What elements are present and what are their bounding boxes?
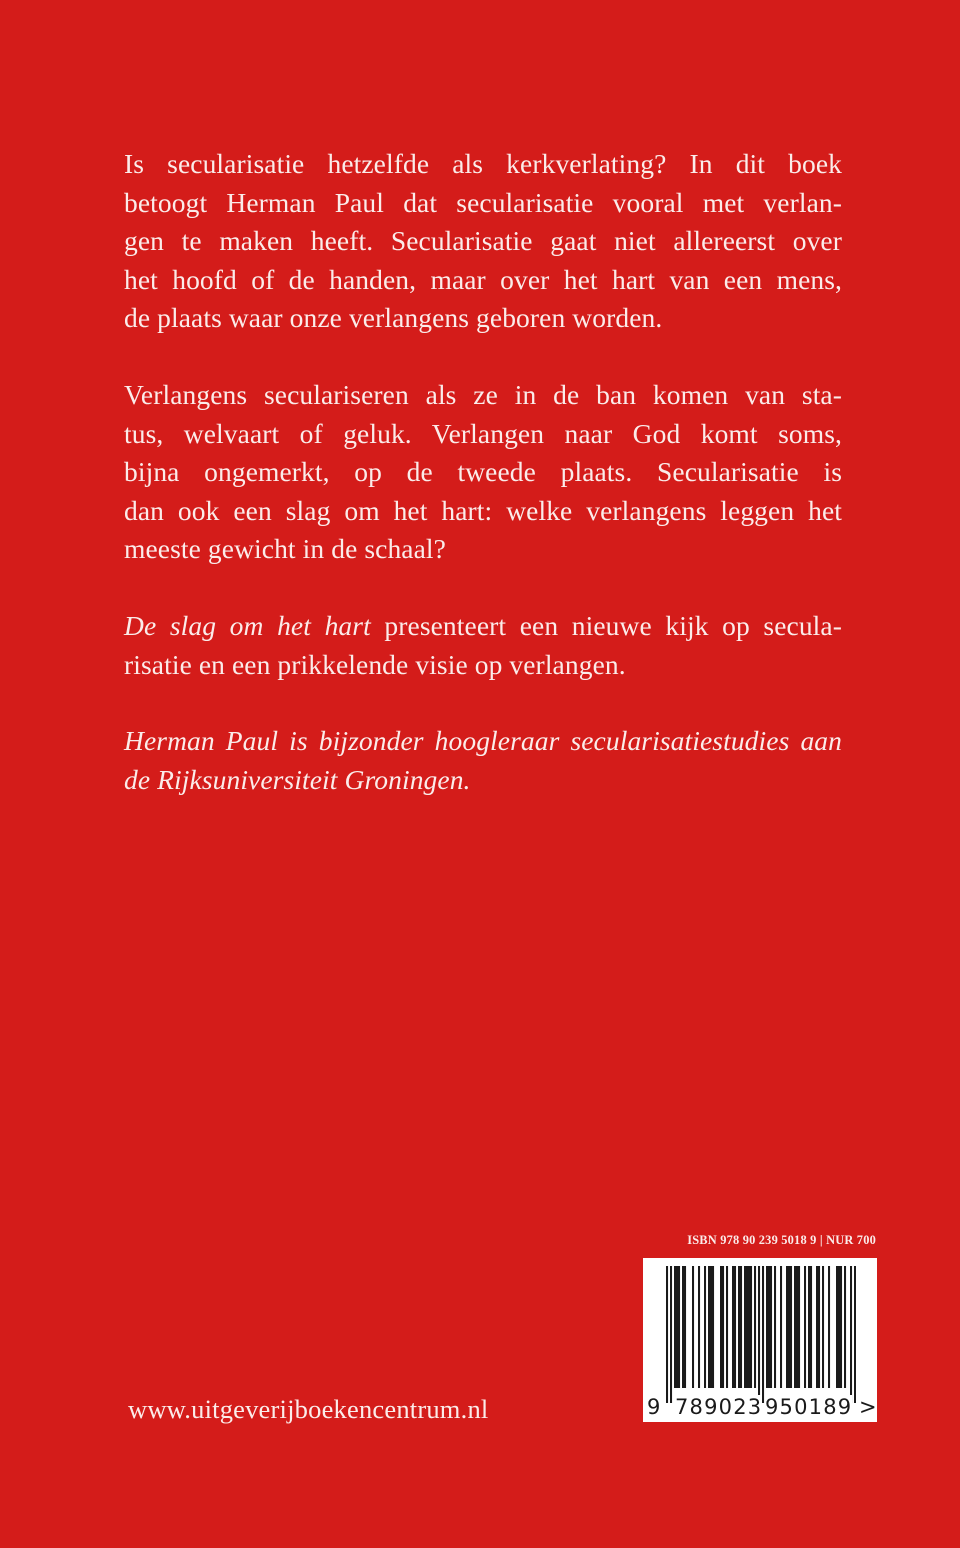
text-line: Herman Paul is bijzonder hoogleraar secularisatiestudies aan <box>124 725 842 757</box>
barcode-digits-left: 789023 <box>675 1395 763 1419</box>
back-cover-blurb <box>124 145 842 837</box>
text-line: dan ook een slag om het hart: welke verlangens leggen het <box>124 494 842 526</box>
book-title-italic: De slag om het hart <box>124 609 371 641</box>
isbn-nur-label: ISBN 978 90 239 5018 9 | NUR 700 <box>687 1233 876 1247</box>
barcode-digits-right: 950189 <box>765 1395 853 1419</box>
barcode-digit-first: 9 <box>647 1395 661 1419</box>
blurb-paragraph-2 <box>124 376 842 569</box>
text-line <box>124 607 842 646</box>
author-bio <box>124 722 842 799</box>
barcode-bars <box>666 1266 856 1403</box>
text-line: meeste gewicht in de schaal? <box>124 533 446 565</box>
blurb-paragraph-1 <box>124 145 842 338</box>
text-line: betoogt Herman Paul dat secularisatie vooral met verlan- <box>124 186 842 218</box>
text-line: Is secularisatie hetzelfde als kerkverlating? In dit boek <box>124 148 842 179</box>
text-line: tus, welvaart of geluk. Verlangen naar God komt soms, <box>124 417 842 449</box>
publisher-website: www.uitgeverijboekencentrum.nl <box>128 1394 489 1424</box>
text-line: de plaats waar onze verlangens geboren worden. <box>124 302 663 334</box>
text-line: gen te maken heeft. Secularisatie gaat niet allereerst over <box>124 225 842 257</box>
barcode <box>643 1258 877 1422</box>
text-line: risatie en een prikkelende visie op verlangen. <box>124 648 626 680</box>
barcode-digits <box>647 1395 877 1419</box>
blurb-paragraph-3 <box>124 607 842 684</box>
text-line: het hoofd of de handen, maar over het hart van een mens, <box>124 263 842 295</box>
text-line: bijna ongemerkt, op de tweede plaats. Secularisatie is <box>124 456 842 488</box>
text-line: Verlangens seculariseren als ze in de ban komen van sta- <box>124 378 842 410</box>
barcode-quiet-zone-marker: > <box>859 1395 877 1419</box>
text-line: de Rijksuniversiteit Groningen. <box>124 763 471 795</box>
text-fragment: presenteert een nieuwe kijk op secula- <box>370 609 842 641</box>
